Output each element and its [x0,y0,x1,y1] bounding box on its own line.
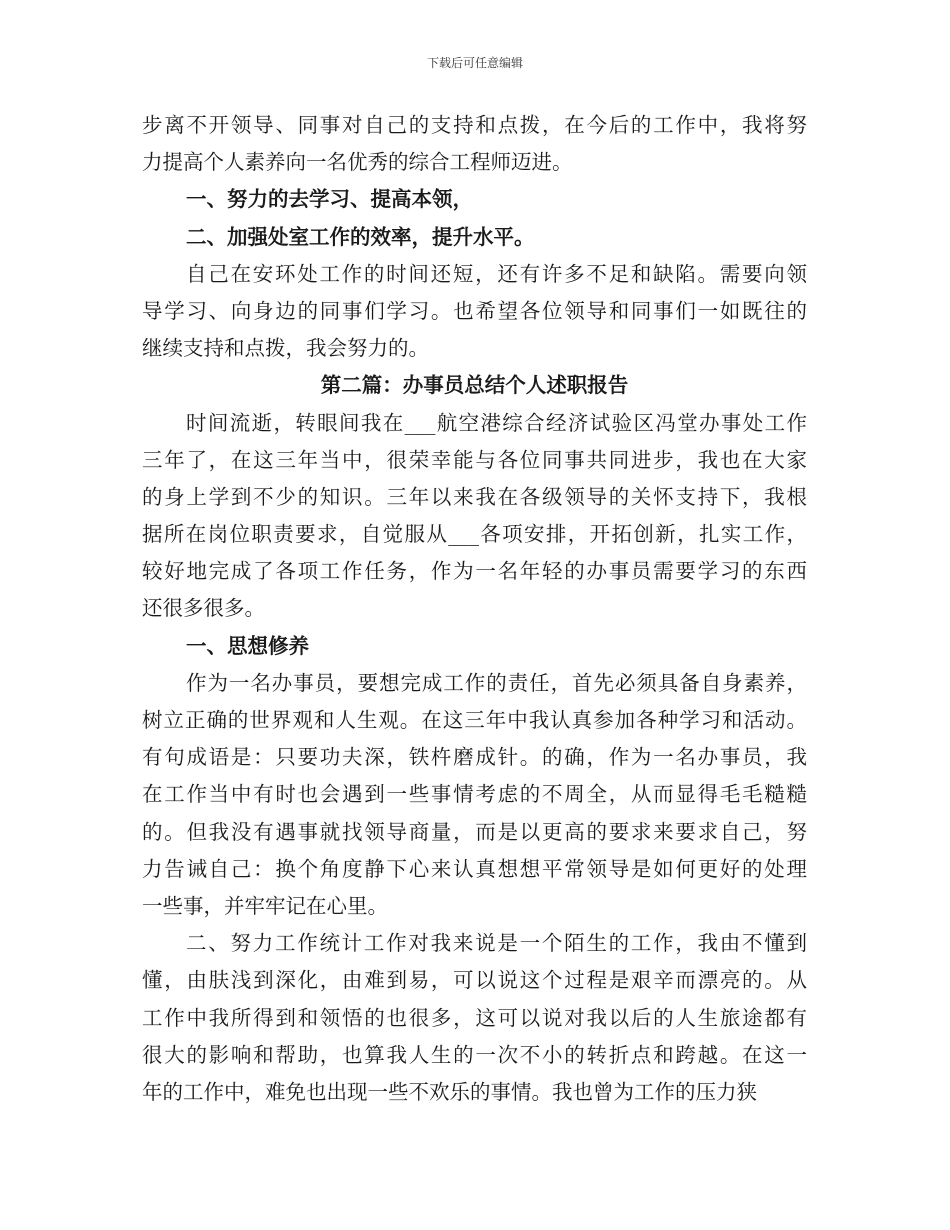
text-line: 第二篇：办事员总结个人述职报告 [320,373,629,398]
paragraph [142,665,807,925]
text-line: 的身上学到不少的知识。三年以来我在各级领导的关怀支持下，我根 [142,484,807,509]
text-line: 在工作当中有时也会遇到一些事情考虑的不周全，从而显得毛毛糙糙 [142,782,807,807]
text-line: 工作中我所得到和领悟的也很多，这可以说对我以后的人生旅途都有 [142,1005,807,1030]
text-line: 还很多很多。 [142,596,265,621]
text-line: 导学习、向身边的同事们学习。也希望各位领导和同事们一如既往的 [142,298,807,323]
section-heading [142,628,807,665]
text-line: 据所在岗位职责要求，自觉服从___各项安排，开拓创新，扎实工作， [142,522,807,547]
text-line: 时间流逝，转眼间我在___航空港综合经济试验区冯堂办事处工作 [186,410,807,435]
section-heading [142,181,807,218]
text-line: 二、努力工作统计工作对我来说是一个陌生的工作，我由不懂到 [186,931,807,956]
document-body [142,107,807,1111]
text-line: 有句成语是：只要功夫深，铁杵磨成针。的确，作为一名办事员，我 [142,745,807,770]
paragraph [142,925,807,1111]
text-line: 三年了，在这三年当中，很荣幸能与各位同事共同进步，我也在大家 [142,447,807,472]
text-line: 懂，由肤浅到深化，由难到易，可以说这个过程是艰辛而漂亮的。从 [142,968,807,993]
section-heading [142,219,807,256]
text-line: 一、思想修养 [186,633,309,658]
text-line: 步离不开领导、同事对自己的支持和点拨，在今后的工作中，我将努 [142,113,807,137]
text-line: 力告诫自己：换个角度静下心来认真想想平常领导是如何更好的处理 [142,856,807,881]
text-line: 自己在安环处工作的时间还短，还有许多不足和缺陷。需要向领 [186,261,807,286]
text-line: 的。但我没有遇事就找领导商量，而是以更高的要求来要求自己，努 [142,819,807,844]
text-line: 继续支持和点拨，我会努力的。 [142,336,429,361]
text-line: 一、努力的去学习、提高本领， [186,187,473,212]
paragraph [142,405,807,628]
paragraph [142,256,807,368]
text-line: 作为一名办事员，要想完成工作的责任，首先必须具备自身素养， [186,670,807,695]
page-header: 下载后可任意编辑 [426,56,523,70]
section-title [142,367,807,404]
text-line: 树立正确的世界观和人生观。在这三年中我认真参加各种学习和活动。 [142,708,807,732]
text-line: 较好地完成了各项工作任务，作为一名年轻的办事员需要学习的东西 [142,559,807,584]
text-line: 一些事，并牢牢记在心里。 [142,893,388,918]
text-line: 很大的影响和帮助，也算我人生的一次不小的转折点和跨越。在这一 [142,1042,807,1067]
text-line: 二、加强处室工作的效率，提升水平。 [186,224,535,249]
paragraph [142,107,807,181]
text-line: 年的工作中，难免也出现一些不欢乐的事情。我也曾为工作的压力狭 [142,1079,757,1104]
text-line: 力提高个人素养向一名优秀的综合工程师迈进。 [142,150,573,175]
